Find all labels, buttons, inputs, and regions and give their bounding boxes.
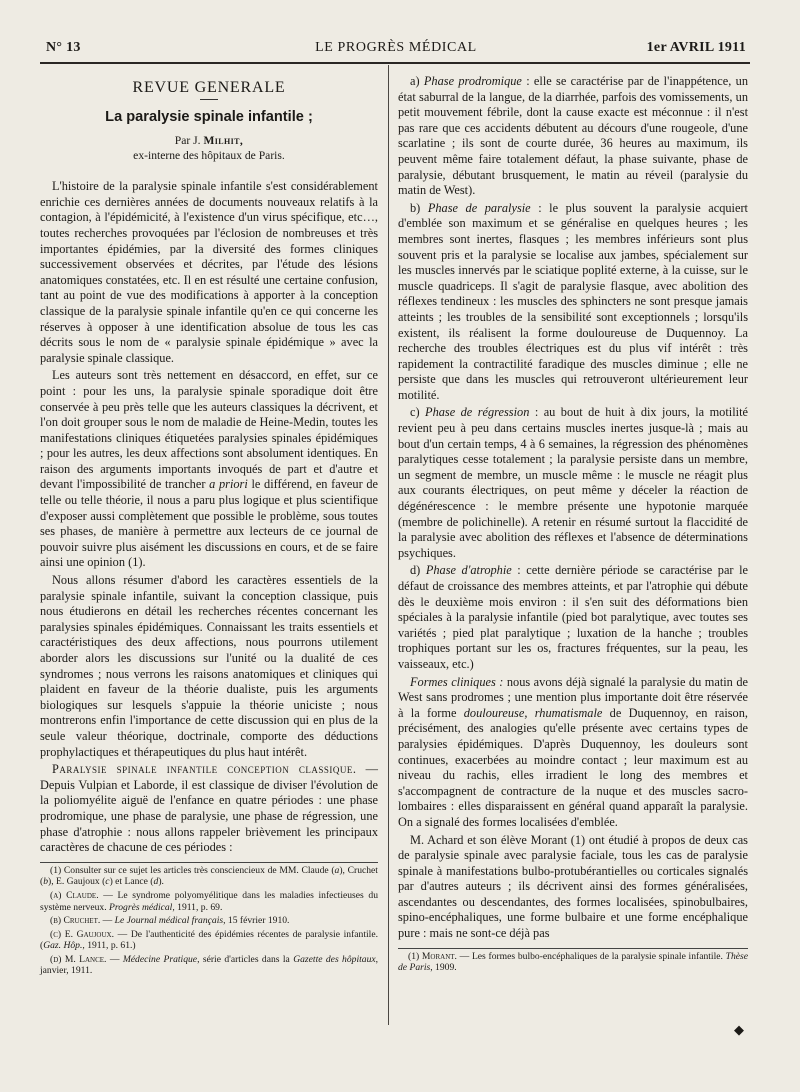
phase-heading: Phase prodromique xyxy=(423,74,522,88)
phase-heading: Phase d'atrophie xyxy=(425,563,512,578)
author-role: ex-interne des hôpitaux de Paris. xyxy=(133,149,285,163)
author-prefix: Par J. xyxy=(174,134,204,148)
article-title: La paralysie spinale infantile ; xyxy=(105,108,313,125)
subsection-heading: Formes cliniques : xyxy=(410,674,504,689)
right-column xyxy=(398,74,748,974)
subsection-heading: Paralysie spinale infantile conception classique. xyxy=(52,762,357,777)
paragraph: b) Phase de paralysie : le plus souvent la paralysie acquiert d'emblée son maximum et se généralise en quelques heures ; les membres sont inertes, flasques ; les membres inférieurs sont plus souvent pris et la paralysie se localise aux jambes, spécialement sur les muscles innervés par le sciatique poplité externe, à la cuisse, sur le muscle quadriceps. Il s'agit de paralysie flasque, avec abolition des réflexes tendineux : les muscles des sphincters ne sont presque jamais atteints ; les troubles de la sensibilité sont exceptionnels ; lorsqu'ils existent, ils réalisent la forme douloureuse de Duquennoy. La recherche des troubles électriques est du plus vif intérêt : très rapidement la contractilité faradique des muscles diminue ; elle ne persiste que dans les muscles qui retrouveront ultérieurement leur motilité. xyxy=(398,200,748,402)
paragraph: Nous allons résumer d'abord les caractères essentiels de la paralysie spinale infantile, suivant la conception classique, puis nous étudierons en détail les recherches récentes concernant les paralysies spinales épidémiques. Connaissant les traits essentiels et caractéristiques des deux affections, nous pourrons utilement aborder alors les discussions sur l'unité ou la dualité de ces syndromes ; nous verrons les raisons anatomiques et cliniques qui plaident en faveur de la théorie dualiste, puis les arguments biologiques sur lesquels s'appuie la théorie uniciste ; nous montrerons enfin l'importance de cette discussion qui en plus de la seule valeur théorique, doctrinale, comporte des déductions prophylactiques et thérapeutiques du plus haut intérêt. xyxy=(40,573,378,759)
left-column xyxy=(40,74,378,977)
paragraph: d) Phase d'atrophie : cette dernière période se caractérise par le défaut de croissance des membres atteints, et par l'atrophie qui débute dès le deuxième mois environ : il s'en suit des déformations bien spéciales à la paralysie infantile (pied bot paralytique, avec toutes ses variétés ; pied plat paralytique ; luxation de la hanche ; troubles trophiques portant sur les os, fractures fréquentes, sur la peau, les vaisseaux, etc.) xyxy=(398,563,749,671)
issue-date: 1er AVRIL 1911 xyxy=(646,40,746,55)
footnote: (b) Cruchet. — Le Journal médical français, 15 février 1910. xyxy=(50,915,290,927)
paragraph: L'histoire de la paralysie spinale infantile s'est considérablement enrichie ces dernières années de documents nouveaux relatifs à la contagion, à l'épidémicité, à l'existence d'un virus spécifique, etc…, toutes recherches provoquées par l'éclosion de nombreuses et très importantes épidémies, par la diversité des formes cliniques successivement observées et décrites, par l'étude des lésions anatomiques constatées, etc. Il en est résulté une certaine confusion, tant au point de vue des modifications à apporter à la conception classique de la paralysie spinale infantile qu'en ce qui concerne les réserves à opposer à une identification absolue de tous les cas décrits sous le nom de « paralysie spinale épidémique » avec la paralysie spinale classique. xyxy=(40,179,378,365)
phase-heading: Phase de paralysie xyxy=(427,200,531,215)
author-line xyxy=(40,133,378,148)
running-header xyxy=(46,40,746,62)
footnotes xyxy=(398,948,748,974)
phase-heading: Phase de régression xyxy=(425,405,530,420)
column-divider xyxy=(388,65,389,1025)
footnote: (1) Consulter sur ce sujet les articles très consciencieux de MM. Claude (a), Cruchet (b), E. Gaujoux (c) et Lance (d). xyxy=(40,864,378,888)
section-title: REVUE GENERALE xyxy=(132,79,286,96)
issue-number: N° 13 xyxy=(46,40,81,55)
paragraph: c) Phase de régression : au bout de huit à dix jours, la motilité revient peu à peu dans certains muscles inertes jusque-là ; mais au bout d'un certain temps, 4 à 6 semaines, la régression des phénomènes paralytiques cesse totalement ; la paralysie persiste dans un membre, un segment de membre, un muscle même : le muscle ne réagit plus aux courants électriques, on peut même y déceler la réaction de dégénérescence : le membre présente une hypotonie marquée (membre de polichinelle). A retenir en résumé surtout la flaccidité de la paralysie avec abolition des réflexes et l'absence de déterminations psychiques. xyxy=(398,405,748,560)
footnote: (c) E. Gaujoux. — De l'authenticité des épidémies récentes de paralysie infantile. (Gaz. Hôp., 1911, p. 61.) xyxy=(40,928,378,952)
author-name: Milhit, xyxy=(203,134,244,148)
footnote: (1) Morant. — Les formes bulbo-encéphaliques de la paralysie spinale infantile. Thèse de Paris, 1909. xyxy=(398,950,748,974)
section-rule xyxy=(200,99,218,100)
paragraph: Les auteurs sont très nettement en désaccord, en effet, sur ce point : pour les uns, la paralysie spinale sporadique doit être conservée à peu près telle que les auteurs classiques la décrivent, et l'on doit grouper sous le nom de maladie de Heine-Medin, toutes les manifestations cliniques étiquetées paralysies spinales épidémiques ; pour les autres, les deux affections sont absolument identiques. En raison des arguments importants invoqués de part et d'autre et devant l'impossibilité de trancher a priori le différend, en faveur de telle ou telle théorie, il nous a paru plus logique et plus scientifique d'exposer aussi complètement que possible le problème, sous toutes ses phases, de manière à permettre aux lecteurs de ce journal de pouvoir suivre plus aisément les discussions en cours, et de se faire ainsi une opinion (1). xyxy=(40,368,379,570)
footnote: (a) Claude. — Le syndrome polyomyélitique dans les maladies infectieuses du système nerveux. Progrès médical, 1911, p. 69. xyxy=(40,889,378,913)
paragraph: Formes cliniques : nous avons déjà signalé la paralysie du matin de West sans prodromes ; une mention plus importante doit être réservée à la forme douloureuse, rhumatismale de Duquennoy, en raison, précisément, des analogies qu'elle présente avec certains types de paralysies épidémiques. D'après Duquennoy, les douleurs sont continues, exacerbées au moindre contact ; leur maximum est au niveau du rachis, elles irradient le long des membres et s'accompagnent de contracture de la nuque et des muscles sacro-lombaires : elles disparaissent en général quand apparaît la paralysie. On a signalé des formes localisées d'emblée. xyxy=(398,674,748,829)
header-rule xyxy=(40,62,750,64)
paragraph: M. Achard et son élève Morant (1) ont étudié à propos de deux cas de paralysie spinale avec paralysie faciale, tous les cas de paralysie spinale à manifestations bulbo-protubérantielles ou corticales signalés par d'autres auteurs ; ils décrivent ainsi des formes généralisées, ascendantes ou descendantes, des formes localisées, spinobulbaires, spino-encéphaliques, une forme bulbaire et une forme encéphalique pure : mais ne sont-ce déjà pas xyxy=(398,832,748,941)
journal-title: LE PROGRÈS MÉDICAL xyxy=(315,40,477,55)
paragraph: Paralysie spinale infantile conception classique. — Depuis Vulpian et Laborde, il est classique de diviser l'évolution de la poliomyélite aiguë de l'enfance en quatre périodes : une phase prodromique, une phase de paralysie, une phase de régression, une phase d'atrophie : nous allons rappeler brièvement les principaux caractères de chacune de ces périodes : xyxy=(40,762,378,855)
paragraph: a) Phase prodromique : elle se caractérise par de l'inappétence, un état saburral de la langue, de la diarrhée, parfois des vomissements, un petit mouvement fébrile, dont la cause exacte est méconnue : il n'est pas rare que ces accidents débutent au décours d'une rougeole, d'une scarlatine ; ils sont de courte durée, 36 heures au maximum, ils peuvent même faire totalement défaut, la phase suivante, phase de paralysie, débutant brusquement, le matin au réveil (paralysie du matin de West). xyxy=(398,74,748,198)
end-ornament: ◆ xyxy=(734,1022,744,1037)
footnote: (d) M. Lance. — Médecine Pratique, série d'articles dans la Gazette des hôpitaux, janvier, 1911. xyxy=(40,953,379,977)
latin-phrase: a priori xyxy=(209,477,248,492)
footnotes xyxy=(40,862,378,977)
